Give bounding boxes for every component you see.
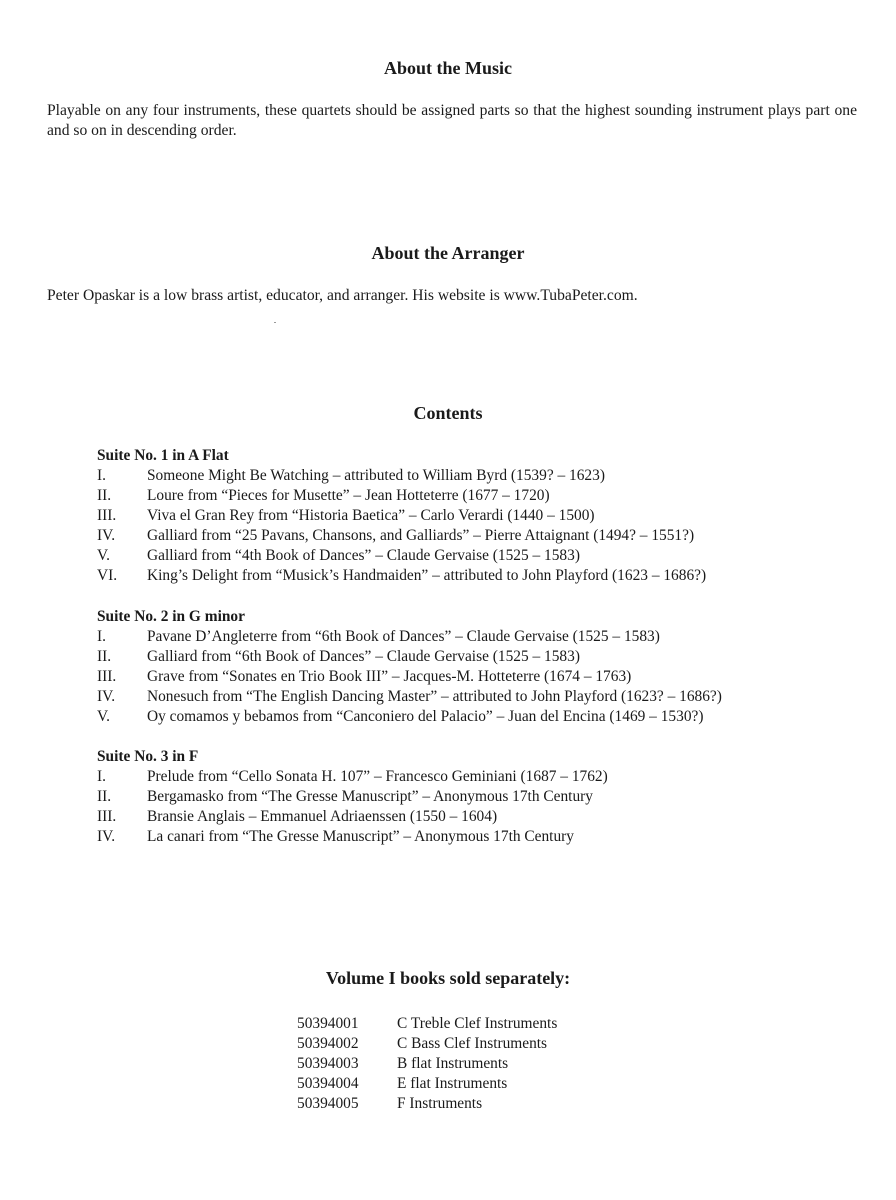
contents-item [97,506,857,526]
contents-item [97,667,857,687]
item-number: II. [97,487,112,504]
item-number: IV. [97,527,116,544]
item-title: Grave from “Sonates en Trio Book III” – Jacques-M. Hotteterre (1674 – 1763) [147,668,632,685]
book-name: F Instruments [397,1095,483,1112]
volume-heading: Volume I books sold separately: [325,968,571,988]
book-code: 50394004 [297,1075,359,1092]
contents-item [97,466,857,486]
item-number: IV. [97,688,116,705]
item-number: VI. [97,567,118,584]
suite-title: Suite No. 3 in F [97,748,199,765]
contents-item [97,526,857,546]
contents-item [97,687,857,707]
item-number: II. [97,648,112,665]
item-number: III. [97,668,117,685]
item-title: Bransie Anglais – Emmanuel Adriaenssen (1550 – 1604) [147,808,498,825]
item-number: III. [97,808,117,825]
item-title: Viva el Gran Rey from “Historia Baetica” – Carlo Verardi (1440 – 1500) [147,507,595,524]
contents-item [97,546,857,566]
contents-heading: Contents [413,403,483,423]
suite-2 [97,607,857,727]
book-code: 50394002 [297,1035,359,1052]
about-arranger-heading: About the Arranger [371,243,525,263]
item-number: I. [97,467,106,484]
item-title: Pavane D’Angleterre from “6th Book of Dances” – Claude Gervaise (1525 – 1583) [147,628,660,645]
book-row [297,1034,697,1054]
suite-1 [97,446,857,586]
item-title: Loure from “Pieces for Musette” – Jean Hotteterre (1677 – 1720) [147,487,550,504]
book-name: C Bass Clef Instruments [397,1035,548,1052]
book-name: C Treble Clef Instruments [397,1015,558,1032]
item-title: La canari from “The Gresse Manuscript” – Anonymous 17th Century [147,828,574,845]
item-title: Prelude from “Cello Sonata H. 107” – Francesco Geminiani (1687 – 1762) [147,768,608,785]
book-code: 50394005 [297,1095,359,1112]
item-title: Bergamasko from “The Gresse Manuscript” – Anonymous 17th Century [147,788,593,805]
book-row [297,1094,697,1114]
item-number: I. [97,768,106,785]
contents-item [97,707,857,727]
item-title: Galliard from “4th Book of Dances” – Claude Gervaise (1525 – 1583) [147,547,580,564]
about-arranger-text: Peter Opaskar is a low brass artist, educator, and arranger. His website is www.TubaPeter.com. [47,287,638,304]
item-title: Galliard from “6th Book of Dances” – Claude Gervaise (1525 – 1583) [147,648,580,665]
contents-item [97,767,857,787]
item-number: II. [97,788,112,805]
contents-item [97,627,857,647]
contents-item [97,566,857,586]
item-number: V. [97,708,110,725]
item-number: I. [97,628,106,645]
suite-title: Suite No. 1 in A Flat [97,447,229,464]
contents-item [97,787,857,807]
book-name: E flat Instruments [397,1075,508,1092]
item-title: Galliard from “25 Pavans, Chansons, and Galliards” – Pierre Attaignant (1494? – 1551?) [147,527,695,544]
book-row [297,1054,697,1074]
contents-item [97,486,857,506]
book-row [297,1074,697,1094]
about-music-heading: About the Music [383,58,512,78]
contents-item [97,807,857,827]
book-code: 50394003 [297,1055,359,1072]
item-title: Nonesuch from “The English Dancing Master” – attributed to John Playford (1623? – 1686?) [147,688,722,705]
item-title: Someone Might Be Watching – attributed to William Byrd (1539? – 1623) [147,467,605,484]
contents-item [97,647,857,667]
item-title: Oy comamos y bebamos from “Canconiero del Palacio” – Juan del Encina (1469 – 1530?) [147,708,704,725]
book-name: B flat Instruments [397,1055,509,1072]
scan-speck [274,322,276,323]
book-code: 50394001 [297,1015,359,1032]
about-music-text: Playable on any four instruments, these quartets should be assigned parts so that the highest sounding instrument plays part one and so on in descending order. [47,102,857,139]
contents-item [97,827,857,847]
item-number: IV. [97,828,116,845]
suite-title: Suite No. 2 in G minor [97,608,245,625]
book-row [297,1014,697,1034]
item-number: V. [97,547,110,564]
item-number: III. [97,507,117,524]
item-title: King’s Delight from “Musick’s Handmaiden” – attributed to John Playford (1623 – 1686?) [147,567,707,584]
books-list [297,1014,697,1114]
suite-3 [97,747,857,847]
